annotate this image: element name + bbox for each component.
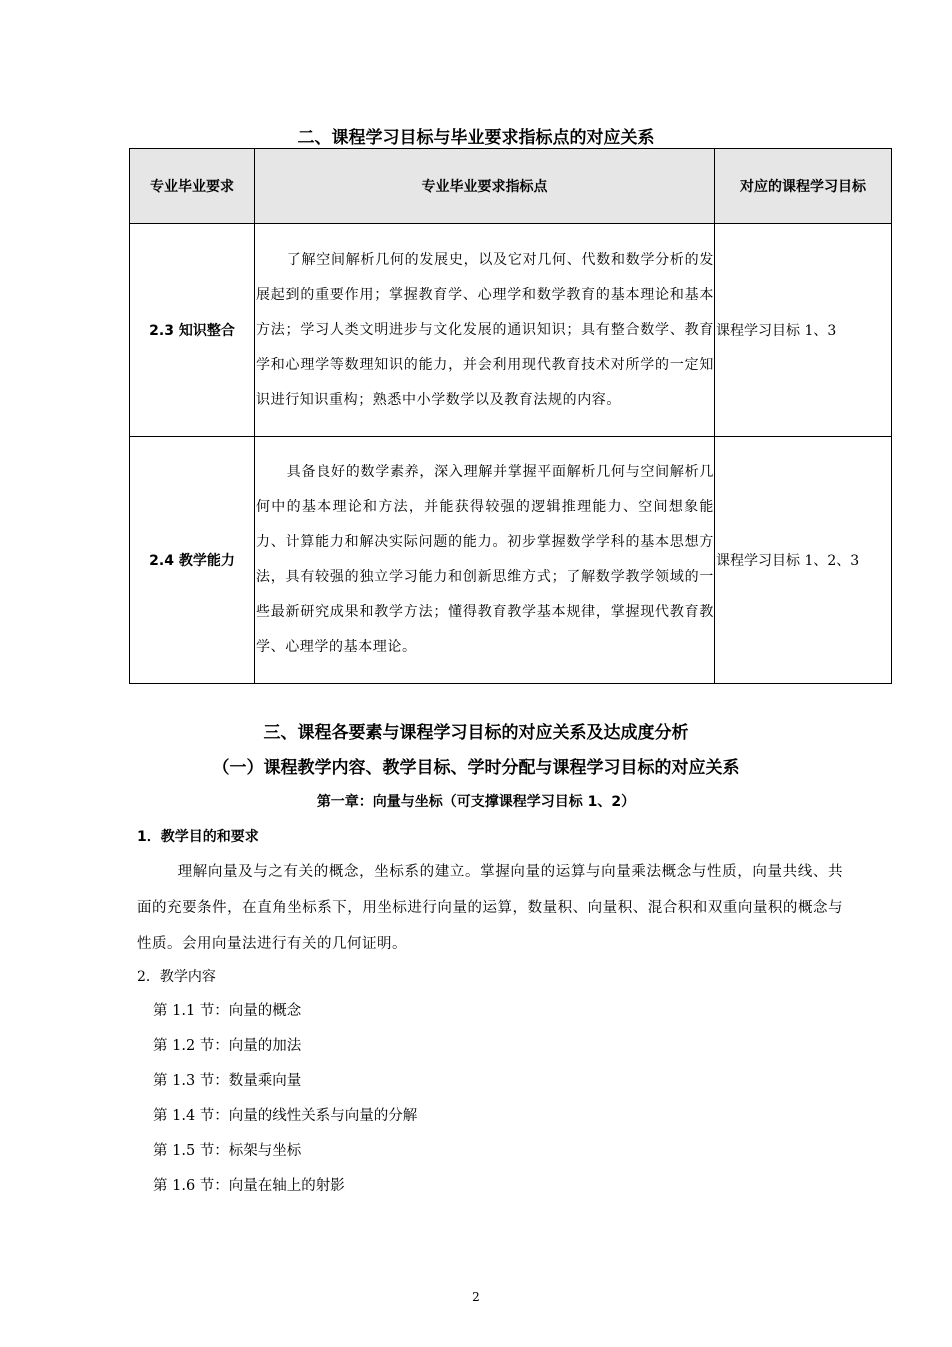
page-number: 2 [472,1290,480,1304]
section2-title: 二、课程学习目标与毕业要求指标点的对应关系 [297,128,655,148]
section3-title: 三、课程各要素与课程学习目标的对应关系及达成度分析 [263,723,689,743]
requirements-table [129,148,892,684]
table-row [130,437,892,684]
row-indicator [255,224,715,437]
item1-paragraph: 理解向量及与之有关的概念，坐标系的建立。掌握向量的运算与向量乘法概念与性质，向量共线、共面的充要条件，在直角坐标系下，用坐标进行向量的运算，数量积、向量积、混合积和双重向量积的概念与性质。会用向量法进行有关的几何证明。 [137,864,843,952]
list-item [153,1134,417,1169]
section-name: 数量乘向量 [228,1073,302,1089]
row-indicator-text: 了解空间解析几何的发展史，以及它对几何、代数和数学分析的发展起到的重要作用；掌握教育学、心理学和数学教育的基本理论和基本方法；学习人类文明进步与文化发展的通识知识；具有整合数学、教育学和心理学等数理知识的能力，并会利用现代教育技术对所学的一定知识进行知识重构；熟悉中小学数学以及教育法规的内容。 [256,251,714,408]
row-objective: 课程学习目标 1、2、3 [715,437,892,684]
list-item [153,1099,417,1134]
list-item [153,1169,417,1204]
section-name: 向量的线性关系与向量的分解 [228,1108,418,1124]
section-list [153,994,417,1204]
section-name: 向量在轴上的射影 [228,1178,345,1194]
header-objective: 对应的课程学习目标 [715,149,892,224]
header-indicator: 专业毕业要求指标点 [255,149,715,224]
section-label: 第 1.2 节： [153,1038,229,1054]
list-item [153,1064,417,1099]
row-requirement: 2.3 知识整合 [130,224,255,437]
row-indicator [255,437,715,684]
row-requirement: 2.4 教学能力 [130,437,255,684]
section-name: 向量的加法 [228,1038,302,1054]
list-item [153,1029,417,1064]
chapter1-title: 第一章：向量与坐标（可支撑课程学习目标 1、2） [316,794,636,810]
row-indicator-text: 具备良好的数学素养，深入理解并掌握平面解析几何与空间解析几何中的基本理论和方法，并能获得较强的逻辑推理能力、空间想象能力、计算能力和解决实际问题的能力。初步掌握数学学科的基本思想方法，具有较强的独立学习能力和创新思维方式；了解数学教学领域的一些最新研究成果和教学方法；懂得教育教学基本规律，掌握现代教育教学、心理学的基本理论。 [256,464,714,655]
table-header-row [130,149,892,224]
section-label: 第 1.3 节： [153,1073,229,1089]
list-item [153,994,417,1029]
section-label: 第 1.6 节： [153,1178,229,1194]
section-label: 第 1.4 节： [153,1108,229,1124]
section-label: 第 1.5 节： [153,1143,229,1159]
section-name: 标架与坐标 [228,1143,302,1159]
table-row [130,224,892,437]
item1-title: 1．教学目的和要求 [137,829,259,845]
section-label: 第 1.1 节： [153,1003,229,1019]
section3-sub-title: （一）课程教学内容、教学目标、学时分配与课程学习目标的对应关系 [212,758,740,778]
header-requirement: 专业毕业要求 [130,149,255,224]
row-objective: 课程学习目标 1、3 [715,224,892,437]
section-name: 向量的概念 [228,1003,302,1019]
item2-title: 2．教学内容 [137,969,216,985]
